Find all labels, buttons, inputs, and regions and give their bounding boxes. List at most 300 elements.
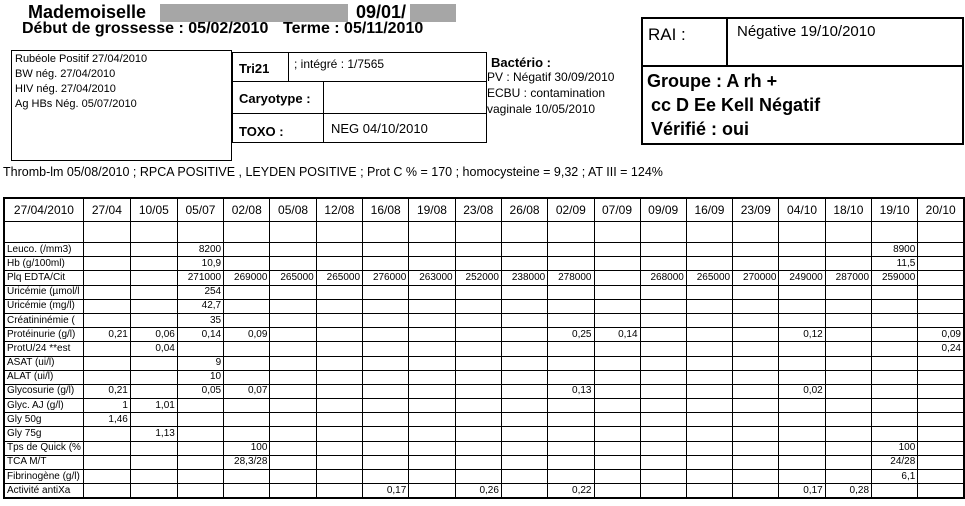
value-cell — [224, 427, 270, 441]
value-cell — [918, 356, 964, 370]
empty-cell — [872, 222, 918, 243]
value-cell: 265000 — [316, 271, 362, 285]
value-cell: 35 — [177, 313, 223, 327]
value-cell: 0,07 — [224, 384, 270, 398]
serology-bw: BW nég. 27/04/2010 — [15, 68, 116, 80]
value-cell — [224, 356, 270, 370]
value-cell — [363, 257, 409, 271]
value-cell: 0,14 — [177, 328, 223, 342]
value-cell — [409, 243, 455, 257]
value-cell — [501, 413, 547, 427]
value-cell — [872, 413, 918, 427]
value-cell — [83, 299, 130, 313]
rai-box — [641, 17, 964, 67]
value-cell — [409, 370, 455, 384]
value-cell — [363, 413, 409, 427]
empty-cell — [270, 222, 316, 243]
value-cell — [270, 455, 316, 469]
value-cell: 0,17 — [363, 484, 409, 499]
table-header-row — [4, 198, 964, 222]
value-cell — [316, 299, 362, 313]
table-row — [4, 370, 964, 384]
value-cell — [779, 313, 825, 327]
bacterio-vaginal: vaginale 10/05/2010 — [487, 102, 596, 116]
value-cell — [316, 257, 362, 271]
value-cell — [733, 257, 779, 271]
table-row — [4, 257, 964, 271]
value-cell — [640, 441, 686, 455]
value-cell — [501, 328, 547, 342]
value-cell: 252000 — [455, 271, 501, 285]
value-cell — [872, 328, 918, 342]
value-cell — [548, 455, 594, 469]
table-row — [4, 427, 964, 441]
value-cell — [686, 285, 732, 299]
value-cell — [548, 243, 594, 257]
value-cell — [83, 271, 130, 285]
value-cell — [501, 313, 547, 327]
value-cell — [316, 441, 362, 455]
value-cell — [177, 455, 223, 469]
table-row — [4, 455, 964, 469]
value-cell — [733, 243, 779, 257]
value-cell — [918, 455, 964, 469]
value-cell — [918, 370, 964, 384]
value-cell: 249000 — [779, 271, 825, 285]
value-cell: 10 — [177, 370, 223, 384]
rai-label: RAI : — [648, 25, 686, 44]
value-cell: 1,13 — [130, 427, 177, 441]
value-cell — [825, 257, 871, 271]
value-cell — [316, 342, 362, 356]
table-row — [4, 342, 964, 356]
value-cell — [224, 257, 270, 271]
empty-cell — [594, 222, 640, 243]
value-cell — [640, 285, 686, 299]
value-cell — [594, 342, 640, 356]
term-date: Terme : 05/11/2010 — [283, 20, 424, 37]
value-cell — [501, 455, 547, 469]
value-cell — [779, 413, 825, 427]
row-label: Plq EDTA/Cit — [4, 271, 83, 285]
value-cell: 0,14 — [594, 328, 640, 342]
value-cell — [733, 441, 779, 455]
row-label: Créatininémie ( — [4, 313, 83, 327]
value-cell: 0,17 — [779, 484, 825, 499]
value-cell — [825, 370, 871, 384]
value-cell — [316, 313, 362, 327]
table-row — [4, 271, 964, 285]
value-cell — [779, 441, 825, 455]
value-cell — [779, 356, 825, 370]
value-cell — [548, 299, 594, 313]
value-cell — [501, 370, 547, 384]
value-cell — [130, 370, 177, 384]
value-cell — [83, 370, 130, 384]
spacer-row — [4, 222, 964, 243]
value-cell — [733, 484, 779, 499]
empty-cell — [825, 222, 871, 243]
value-cell — [270, 370, 316, 384]
value-cell: 0,22 — [548, 484, 594, 499]
date-header: 02/08 — [224, 198, 270, 222]
value-cell — [594, 299, 640, 313]
value-cell: 0,06 — [130, 328, 177, 342]
value-cell: 269000 — [224, 271, 270, 285]
value-cell — [733, 470, 779, 484]
value-cell: 24/28 — [872, 455, 918, 469]
value-cell — [363, 356, 409, 370]
value-cell — [316, 285, 362, 299]
serology-hiv: HIV nég. 27/04/2010 — [15, 83, 116, 95]
toxo-label: TOXO : — [239, 124, 284, 139]
value-cell — [825, 285, 871, 299]
value-cell — [594, 484, 640, 499]
value-cell — [548, 441, 594, 455]
value-cell: 0,26 — [455, 484, 501, 499]
value-cell — [918, 257, 964, 271]
value-cell — [733, 342, 779, 356]
patient-title: Mademoiselle — [28, 2, 147, 22]
date-header: 02/09 — [548, 198, 594, 222]
value-cell — [270, 328, 316, 342]
value-cell — [501, 399, 547, 413]
value-cell — [548, 427, 594, 441]
empty-cell — [640, 222, 686, 243]
value-cell — [316, 399, 362, 413]
value-cell — [270, 243, 316, 257]
value-cell — [594, 243, 640, 257]
date-header: 12/08 — [316, 198, 362, 222]
value-cell — [409, 257, 455, 271]
value-cell — [363, 342, 409, 356]
empty-cell — [686, 222, 732, 243]
value-cell: 270000 — [733, 271, 779, 285]
date-header: 26/08 — [501, 198, 547, 222]
value-cell — [501, 470, 547, 484]
value-cell — [455, 328, 501, 342]
value-cell — [548, 399, 594, 413]
serology-box — [11, 50, 232, 161]
empty-cell — [501, 222, 547, 243]
value-cell — [548, 370, 594, 384]
row-label: Uricémie (mg/l) — [4, 299, 83, 313]
value-cell: 100 — [224, 441, 270, 455]
value-cell — [363, 285, 409, 299]
caryotype-label: Caryotype : — [239, 91, 311, 106]
value-cell — [825, 356, 871, 370]
bacterio-title: Bactério : — [491, 55, 551, 70]
row-label: Gly 50g — [4, 413, 83, 427]
row-label: Glyc. AJ (g/l) — [4, 399, 83, 413]
value-cell — [594, 356, 640, 370]
date-header: 10/05 — [130, 198, 177, 222]
value-cell — [501, 441, 547, 455]
value-cell — [409, 285, 455, 299]
table-row — [4, 299, 964, 313]
value-cell — [686, 328, 732, 342]
value-cell — [779, 470, 825, 484]
value-cell: 265000 — [686, 271, 732, 285]
value-cell: 278000 — [548, 271, 594, 285]
value-cell: 254 — [177, 285, 223, 299]
value-cell — [872, 342, 918, 356]
value-cell — [409, 413, 455, 427]
value-cell — [501, 384, 547, 398]
blood-group-line2: cc D Ee Kell Négatif — [651, 95, 821, 115]
value-cell — [270, 427, 316, 441]
value-cell — [733, 356, 779, 370]
value-cell — [733, 370, 779, 384]
value-cell — [548, 356, 594, 370]
empty-cell — [363, 222, 409, 243]
value-cell: 0,25 — [548, 328, 594, 342]
value-cell — [83, 313, 130, 327]
value-cell — [409, 313, 455, 327]
value-cell — [409, 328, 455, 342]
value-cell — [686, 342, 732, 356]
table-row — [4, 356, 964, 370]
row-label: Glycosurie (g/l) — [4, 384, 83, 398]
value-cell — [316, 370, 362, 384]
value-cell — [548, 342, 594, 356]
date-header: 19/08 — [409, 198, 455, 222]
value-cell — [779, 285, 825, 299]
value-cell: 0,28 — [825, 484, 871, 499]
value-cell — [455, 370, 501, 384]
tri21-label: Tri21 — [239, 61, 270, 76]
value-cell — [686, 313, 732, 327]
value-cell — [130, 271, 177, 285]
value-cell: 100 — [872, 441, 918, 455]
value-cell — [640, 484, 686, 499]
date-header: 19/10 — [872, 198, 918, 222]
value-cell — [224, 313, 270, 327]
value-cell — [363, 384, 409, 398]
value-cell — [130, 413, 177, 427]
value-cell — [83, 285, 130, 299]
value-cell — [455, 342, 501, 356]
serology-aghbs: Ag HBs Nég. 05/07/2010 — [15, 98, 137, 110]
value-cell — [640, 470, 686, 484]
value-cell — [270, 399, 316, 413]
value-cell — [270, 413, 316, 427]
empty-cell — [779, 222, 825, 243]
value-cell — [501, 257, 547, 271]
value-cell — [177, 342, 223, 356]
empty-cell — [4, 222, 83, 243]
row-label: TCA M/T — [4, 455, 83, 469]
value-cell — [409, 299, 455, 313]
toxo-value: NEG 04/10/2010 — [331, 121, 428, 136]
value-cell — [270, 299, 316, 313]
value-cell — [594, 313, 640, 327]
value-cell: 8200 — [177, 243, 223, 257]
date-header: 05/07 — [177, 198, 223, 222]
table-row — [4, 285, 964, 299]
value-cell — [779, 399, 825, 413]
value-cell — [83, 427, 130, 441]
value-cell — [733, 427, 779, 441]
value-cell — [918, 484, 964, 499]
value-cell — [548, 413, 594, 427]
value-cell — [640, 356, 686, 370]
value-cell — [177, 399, 223, 413]
value-cell — [918, 285, 964, 299]
value-cell — [825, 441, 871, 455]
value-cell — [455, 413, 501, 427]
date-header: 07/09 — [594, 198, 640, 222]
value-cell — [779, 299, 825, 313]
value-cell — [733, 384, 779, 398]
value-cell — [270, 470, 316, 484]
value-cell — [872, 427, 918, 441]
value-cell — [594, 399, 640, 413]
lab-results-table — [3, 197, 965, 499]
value-cell — [363, 370, 409, 384]
table-row — [4, 484, 964, 499]
empty-cell — [733, 222, 779, 243]
value-cell — [501, 484, 547, 499]
date-header: 16/09 — [686, 198, 732, 222]
value-cell — [501, 285, 547, 299]
row-label: Hb (g/100ml) — [4, 257, 83, 271]
row-label: Uricémie (µmol/l — [4, 285, 83, 299]
value-cell — [779, 370, 825, 384]
empty-cell — [316, 222, 362, 243]
value-cell — [83, 257, 130, 271]
value-cell — [594, 285, 640, 299]
value-cell — [224, 399, 270, 413]
table-row — [4, 399, 964, 413]
row-label: Protéinurie (g/l) — [4, 328, 83, 342]
value-cell — [640, 299, 686, 313]
value-cell: 28,3/28 — [224, 455, 270, 469]
value-cell — [224, 285, 270, 299]
date-header: 23/08 — [455, 198, 501, 222]
value-cell — [872, 313, 918, 327]
value-cell — [316, 413, 362, 427]
value-cell — [224, 299, 270, 313]
value-cell — [455, 257, 501, 271]
value-cell — [733, 285, 779, 299]
value-cell — [270, 484, 316, 499]
row-label: Gly 75g — [4, 427, 83, 441]
value-cell: 259000 — [872, 271, 918, 285]
value-cell — [455, 384, 501, 398]
date-header: 16/08 — [363, 198, 409, 222]
value-cell — [686, 484, 732, 499]
value-cell — [872, 299, 918, 313]
value-cell — [872, 399, 918, 413]
value-cell — [779, 455, 825, 469]
value-cell — [918, 413, 964, 427]
value-cell — [640, 399, 686, 413]
value-cell — [224, 342, 270, 356]
value-cell — [316, 328, 362, 342]
value-cell — [640, 243, 686, 257]
value-cell — [918, 271, 964, 285]
value-cell: 0,04 — [130, 342, 177, 356]
value-cell: 287000 — [825, 271, 871, 285]
value-cell — [501, 342, 547, 356]
value-cell — [640, 384, 686, 398]
empty-cell — [177, 222, 223, 243]
value-cell — [130, 313, 177, 327]
value-cell — [409, 455, 455, 469]
value-cell — [316, 384, 362, 398]
value-cell — [872, 484, 918, 499]
value-cell — [270, 356, 316, 370]
screening-box — [232, 52, 487, 143]
value-cell — [455, 441, 501, 455]
value-cell — [83, 455, 130, 469]
value-cell — [316, 470, 362, 484]
value-cell — [501, 427, 547, 441]
value-cell — [918, 313, 964, 327]
value-cell — [130, 299, 177, 313]
value-cell — [316, 484, 362, 499]
value-cell — [825, 243, 871, 257]
value-cell — [594, 271, 640, 285]
value-cell — [130, 441, 177, 455]
value-cell — [270, 313, 316, 327]
value-cell: 8900 — [872, 243, 918, 257]
row-label: Fibrinogène (g/l) — [4, 470, 83, 484]
value-cell — [918, 427, 964, 441]
value-cell — [224, 470, 270, 484]
value-cell — [594, 384, 640, 398]
value-cell — [316, 427, 362, 441]
blood-group-verified: Vérifié : oui — [651, 119, 750, 139]
value-cell — [130, 257, 177, 271]
value-cell: 11,5 — [872, 257, 918, 271]
rai-value: Négative 19/10/2010 — [737, 23, 876, 40]
value-cell — [409, 470, 455, 484]
value-cell — [825, 299, 871, 313]
value-cell — [130, 243, 177, 257]
value-cell — [825, 470, 871, 484]
value-cell — [130, 455, 177, 469]
value-cell — [779, 342, 825, 356]
date-header: 27/04/2010 — [4, 198, 83, 222]
value-cell: 276000 — [363, 271, 409, 285]
value-cell — [363, 399, 409, 413]
value-cell — [501, 356, 547, 370]
value-cell — [409, 427, 455, 441]
value-cell — [455, 285, 501, 299]
value-cell — [130, 285, 177, 299]
table-row — [4, 413, 964, 427]
value-cell — [918, 243, 964, 257]
value-cell — [872, 356, 918, 370]
birthdate-partial: 09/01/ — [356, 2, 407, 22]
value-cell — [640, 313, 686, 327]
bacterio-ecbu: ECBU : contamination — [487, 86, 606, 100]
value-cell — [455, 356, 501, 370]
tri21-value: ; intégré : 1/7565 — [294, 57, 385, 71]
value-cell: 6,1 — [872, 470, 918, 484]
value-cell — [409, 356, 455, 370]
value-cell — [455, 313, 501, 327]
value-cell — [640, 455, 686, 469]
table-row — [4, 470, 964, 484]
value-cell — [455, 455, 501, 469]
value-cell — [316, 455, 362, 469]
pregnancy-start: Début de grossesse : 05/02/2010 — [22, 20, 269, 37]
value-cell — [594, 257, 640, 271]
row-label: Tps de Quick (% — [4, 441, 83, 455]
